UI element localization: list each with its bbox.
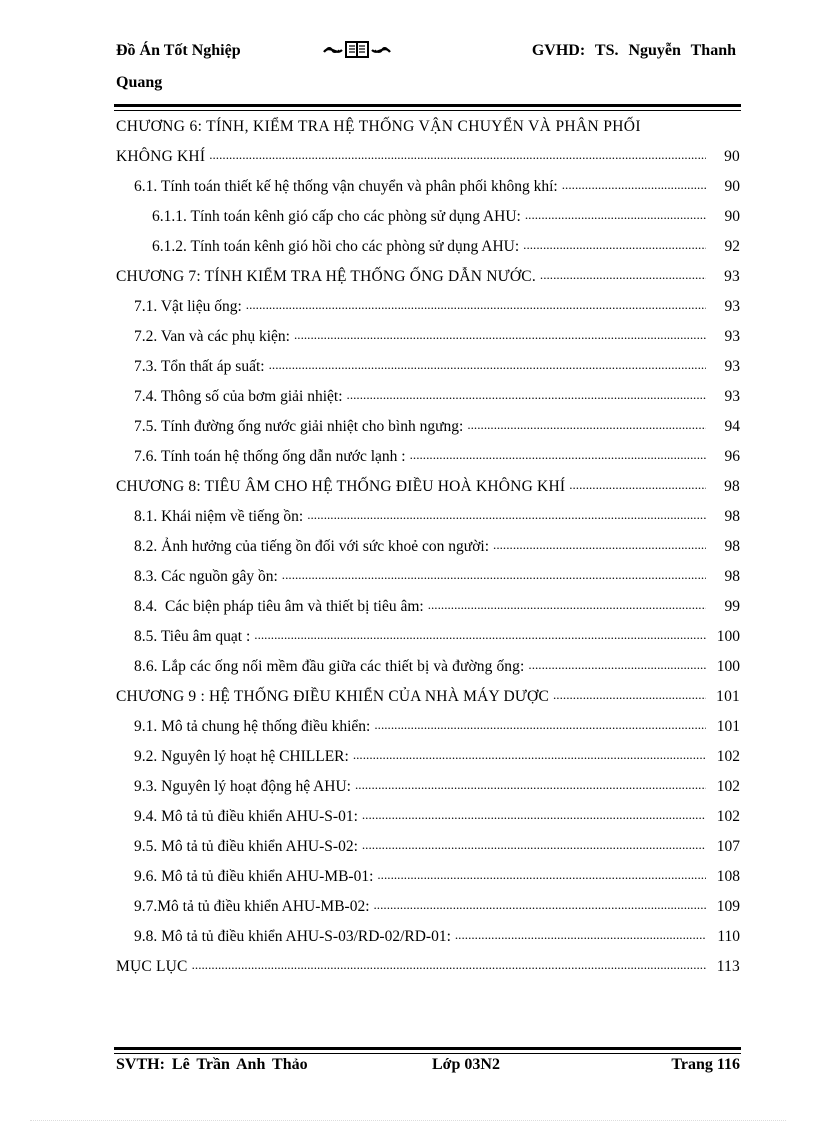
toc-section-9-1[interactable]	[116, 712, 740, 742]
toc-leader-dots	[347, 388, 706, 406]
toc-page-number: 96	[724, 448, 740, 465]
toc-section-6-1[interactable]	[116, 172, 740, 202]
toc-entry-title: 8.3. Các nguồn gây ồn:	[134, 568, 278, 585]
toc-page-number: 102	[716, 808, 740, 825]
toc-leader-dots	[410, 448, 706, 466]
footer-page-number: Trang 116	[671, 1056, 740, 1073]
toc-page-number: 93	[724, 388, 740, 405]
toc-chapter-8[interactable]	[116, 472, 740, 502]
toc-page-number: 94	[724, 418, 740, 435]
toc-page-number: 99	[724, 598, 740, 615]
footer-class: Lớp 03N2	[432, 1056, 500, 1073]
toc-entry-title: 7.4. Thông số của bơm giải nhiệt:	[134, 388, 343, 405]
toc-leader-dots	[353, 748, 706, 766]
toc-section-9-4[interactable]	[116, 802, 740, 832]
toc-section-9-3[interactable]	[116, 772, 740, 802]
toc-entry-title: CHƯƠNG 8: TIÊU ÂM CHO HỆ THỐNG ĐIỀU HOÀ KHÔNG KHÍ	[116, 478, 566, 495]
toc-page-number: 102	[716, 748, 740, 765]
toc-leader-dots	[362, 838, 706, 856]
toc-entry-title: 7.1. Vật liệu ống:	[134, 298, 242, 315]
header-rule	[114, 104, 741, 111]
toc-entry-title: 9.7.Mô tả tủ điều khiển AHU-MB-02:	[134, 898, 370, 915]
toc-page-number: 101	[716, 718, 740, 735]
toc-leader-dots	[562, 178, 706, 196]
table-of-contents	[116, 112, 740, 982]
toc-entry-title: 7.5. Tính đường ống nước giải nhiệt cho bình ngưng:	[134, 418, 464, 435]
toc-page-number: 93	[724, 328, 740, 345]
toc-entry-title: 7.6. Tính toán hệ thống ống dẫn nước lạnh :	[134, 448, 406, 465]
toc-section-9-5[interactable]	[116, 832, 740, 862]
toc-leader-dots	[374, 898, 707, 916]
toc-page-number: 98	[724, 508, 740, 525]
toc-leader-dots	[540, 268, 706, 286]
toc-leader-dots	[254, 628, 706, 646]
toc-entry-title: 9.3. Nguyên lý hoạt động hệ AHU:	[134, 778, 351, 795]
toc-leader-dots	[294, 328, 706, 346]
toc-leader-dots	[528, 658, 706, 676]
toc-page-number: 100	[716, 658, 740, 675]
toc-page-number: 102	[716, 778, 740, 795]
toc-page-number: 98	[724, 568, 740, 585]
toc-section-6-1-2[interactable]	[116, 232, 740, 262]
toc-section-8-5[interactable]	[116, 622, 740, 652]
toc-chapter-7[interactable]	[116, 262, 740, 292]
toc-entry-title: 8.4. Các biện pháp tiêu âm và thiết bị tiêu âm:	[134, 598, 424, 615]
header-advisor-continued: Quang	[116, 74, 163, 91]
toc-section-8-1[interactable]	[116, 502, 740, 532]
toc-section-6-1-1[interactable]	[116, 202, 740, 232]
page-header	[116, 38, 736, 98]
toc-entry-title: 6.1. Tính toán thiết kế hệ thống vận chuyển và phân phối không khí:	[134, 178, 558, 195]
toc-page-number: 110	[717, 928, 740, 945]
toc-page-number: 93	[724, 298, 740, 315]
toc-entry-title: 8.5. Tiêu âm quạt :	[134, 628, 251, 645]
toc-page-number: 101	[716, 688, 740, 705]
header-title: Đồ Án Tốt Nghiệp	[116, 42, 241, 59]
toc-page-number: 107	[716, 838, 740, 855]
toc-entry-title: 9.6. Mô tả tủ điều khiển AHU-MB-01:	[134, 868, 374, 885]
toc-section-8-2[interactable]	[116, 532, 740, 562]
toc-entry-title: 8.2. Ảnh hưởng của tiếng ồn đối với sức khoẻ con người:	[134, 538, 490, 555]
toc-entry-title: 7.2. Van và các phụ kiện:	[134, 328, 290, 345]
footer-student: SVTH: Lê Trần Anh Thảo	[116, 1056, 308, 1073]
toc-section-9-8[interactable]	[116, 922, 740, 952]
toc-entry-title: 9.5. Mô tả tủ điều khiển AHU-S-02:	[134, 838, 358, 855]
toc-leader-dots	[428, 598, 706, 616]
toc-section-7-5[interactable]	[116, 412, 740, 442]
book-ornament-icon	[322, 38, 392, 67]
toc-page-number: 90	[724, 148, 740, 165]
toc-section-7-3[interactable]	[116, 352, 740, 382]
toc-page-number: 93	[724, 268, 740, 285]
page-edge-dotted-line	[30, 1120, 786, 1121]
toc-leader-dots	[192, 958, 706, 976]
toc-entry-title: 6.1.1. Tính toán kênh gió cấp cho các phòng sử dụng AHU:	[152, 208, 521, 225]
toc-section-9-6[interactable]	[116, 862, 740, 892]
toc-leader-dots	[209, 148, 706, 166]
toc-leader-dots	[553, 688, 706, 706]
toc-entry-title: CHƯƠNG 9 : HỆ THỐNG ĐIỀU KHIỂN CỦA NHÀ MÁY DƯỢC	[116, 688, 549, 705]
toc-leader-dots	[374, 718, 706, 736]
toc-entry-title: 9.2. Nguyên lý hoạt hệ CHILLER:	[134, 748, 349, 765]
toc-page-number: 90	[724, 178, 740, 195]
toc-entry-title: 9.8. Mô tả tủ điều khiển AHU-S-03/RD-02/RD-01:	[134, 928, 451, 945]
toc-page-number: 98	[724, 478, 740, 495]
toc-section-7-2[interactable]	[116, 322, 740, 352]
toc-page-number: 92	[724, 238, 740, 255]
toc-leader-dots	[569, 478, 706, 496]
toc-entry-title: CHƯƠNG 7: TÍNH KIỂM TRA HỆ THỐNG ỐNG DẪN NƯỚC.	[116, 268, 536, 285]
toc-leader-dots	[246, 298, 706, 316]
toc-page-number: 93	[724, 358, 740, 375]
toc-leader-dots	[467, 418, 706, 436]
page-footer	[116, 1056, 740, 1078]
toc-leader-dots	[307, 508, 706, 526]
toc-chapter-6-line1[interactable]	[116, 112, 740, 142]
footer-rule	[114, 1047, 741, 1054]
toc-leader-dots	[362, 808, 706, 826]
toc-entry-title: 8.1. Khái niệm về tiếng ồn:	[134, 508, 304, 525]
toc-section-8-4[interactable]	[116, 592, 740, 622]
toc-entry-title: KHÔNG KHÍ	[116, 148, 206, 165]
toc-muc-luc[interactable]	[116, 952, 740, 982]
toc-section-9-7[interactable]	[116, 892, 740, 922]
toc-entry-title: 9.1. Mô tả chung hệ thống điều khiển:	[134, 718, 371, 735]
toc-page-number: 98	[724, 538, 740, 555]
toc-entry-title: CHƯƠNG 6: TÍNH, KIỂM TRA HỆ THỐNG VẬN CHUYỂN VÀ PHÂN PHỐI	[116, 118, 641, 135]
toc-entry-title: MỤC LỤC	[116, 958, 188, 975]
toc-leader-dots	[282, 568, 706, 586]
toc-page-number: 100	[716, 628, 740, 645]
toc-entry-title: 7.3. Tổn thất áp suất:	[134, 358, 265, 375]
toc-entry-title: 9.4. Mô tả tủ điều khiển AHU-S-01:	[134, 808, 358, 825]
toc-section-9-2[interactable]	[116, 742, 740, 772]
toc-section-8-6[interactable]	[116, 652, 740, 682]
toc-leader-dots	[525, 208, 706, 226]
toc-entry-title: 8.6. Lắp các ống nối mềm đầu giữa các thiết bị và đường ống:	[134, 658, 525, 675]
toc-leader-dots	[493, 538, 706, 556]
toc-leader-dots	[355, 778, 706, 796]
toc-chapter-9[interactable]	[116, 682, 740, 712]
toc-leader-dots	[269, 358, 706, 376]
toc-leader-dots	[455, 928, 706, 946]
toc-section-7-1[interactable]	[116, 292, 740, 322]
toc-page-number: 109	[716, 898, 740, 915]
header-advisor: GVHD: TS. Nguyễn Thanh	[531, 42, 736, 59]
toc-leader-dots	[523, 238, 706, 256]
toc-page-number: 108	[716, 868, 740, 885]
toc-page-number: 90	[724, 208, 740, 225]
toc-section-7-6[interactable]	[116, 442, 740, 472]
toc-leader-dots	[377, 868, 706, 886]
toc-section-7-4[interactable]	[116, 382, 740, 412]
toc-section-8-3[interactable]	[116, 562, 740, 592]
toc-chapter-6[interactable]	[116, 142, 740, 172]
toc-page-number: 113	[716, 958, 740, 975]
toc-entry-title: 6.1.2. Tính toán kênh gió hồi cho các phòng sử dụng AHU:	[152, 238, 520, 255]
